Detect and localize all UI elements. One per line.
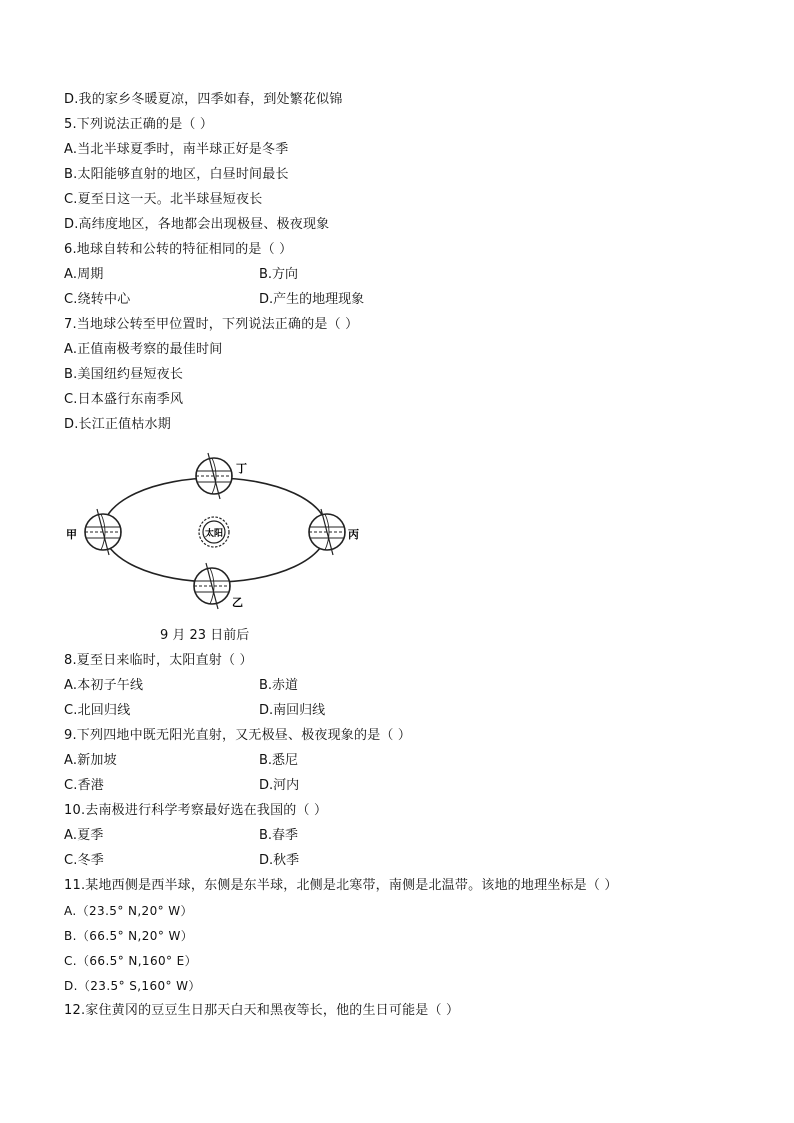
q5-option-c: C.夏至日这一天。北半球昼短夜长	[64, 192, 263, 207]
q8-option-b: B.赤道	[259, 678, 299, 693]
sun-icon	[199, 517, 229, 547]
q10-stem: 10.去南极进行科学考察最好选在我国的（ ）	[64, 803, 328, 818]
earth-globe-bing	[309, 509, 345, 555]
q7-stem: 7.当地球公转至甲位置时，下列说法正确的是（ ）	[64, 317, 359, 332]
q9-option-c: C.香港	[64, 778, 105, 793]
q10-option-a: A.夏季	[64, 828, 104, 843]
q11-stem: 11.某地西侧是西半球，东侧是东半球，北侧是北寒带，南侧是北温带。该地的地理坐标是（ ）	[64, 878, 618, 893]
q6-stem: 6.地球自转和公转的特征相同的是（ ）	[64, 242, 293, 257]
q10-option-c: C.冬季	[64, 853, 105, 868]
q5-option-d: D.高纬度地区，各地都会出现极昼、极夜现象	[64, 217, 330, 232]
earth-globe-jia	[85, 509, 121, 555]
q8-option-d: D.南回归线	[259, 703, 326, 718]
q7-option-c: C.日本盛行东南季风	[64, 392, 184, 407]
q7-option-b: B.美国纽约昼短夜长	[64, 367, 184, 382]
q4-option-d: D.我的家乡冬暖夏凉，四季如春，到处繁花似锦	[64, 92, 343, 107]
figure-caption: 9 月 23 日前后	[160, 628, 250, 643]
label-yi: 乙	[232, 596, 243, 609]
q9-option-a: A.新加坡	[64, 753, 117, 768]
q5-stem: 5.下列说法正确的是（ ）	[64, 117, 214, 132]
q9-stem: 9.下列四地中既无阳光直射，又无极昼、极夜现象的是（ ）	[64, 728, 412, 743]
q9-option-b: B.悉尼	[259, 753, 299, 768]
label-ding: 丁	[236, 462, 247, 475]
q11-option-d: D.（23.5° S,160° W）	[64, 979, 201, 993]
q6-option-a: A.周期	[64, 267, 104, 282]
q8-option-c: C.北回归线	[64, 703, 131, 718]
sun-label: 太阳	[204, 529, 224, 539]
q5-option-b: B.太阳能够直射的地区，白昼时间最长	[64, 167, 289, 182]
q6-option-c: C.绕转中心	[64, 292, 131, 307]
q11-option-c: C.（66.5° N,160° E）	[64, 954, 198, 968]
q10-option-d: D.秋季	[259, 853, 300, 868]
label-jia: 甲	[66, 528, 77, 541]
q7-option-a: A.正值南极考察的最佳时间	[64, 342, 223, 357]
q8-stem: 8.夏至日来临时，太阳直射（ ）	[64, 653, 253, 668]
q11-option-a: A.（23.5° N,20° W）	[64, 904, 193, 918]
q5-option-a: A.当北半球夏季时，南半球正好是冬季	[64, 142, 289, 157]
earth-globe-ding	[196, 453, 232, 499]
earth-globe-yi	[194, 563, 230, 609]
q10-option-b: B.春季	[259, 828, 299, 843]
q7-option-d: D.长江正值枯水期	[64, 417, 171, 432]
q6-option-d: D.产生的地理现象	[259, 292, 365, 307]
earth-orbit-diagram	[64, 450, 374, 616]
label-bing: 丙	[348, 528, 359, 541]
q12-stem: 12.家住黄冈的豆豆生日那天白天和黑夜等长，他的生日可能是（ ）	[64, 1003, 460, 1018]
q11-option-b: B.（66.5° N,20° W）	[64, 929, 194, 943]
q9-option-d: D.河内	[259, 778, 300, 793]
q8-option-a: A.本初子午线	[64, 678, 144, 693]
q6-option-b: B.方向	[259, 267, 299, 282]
